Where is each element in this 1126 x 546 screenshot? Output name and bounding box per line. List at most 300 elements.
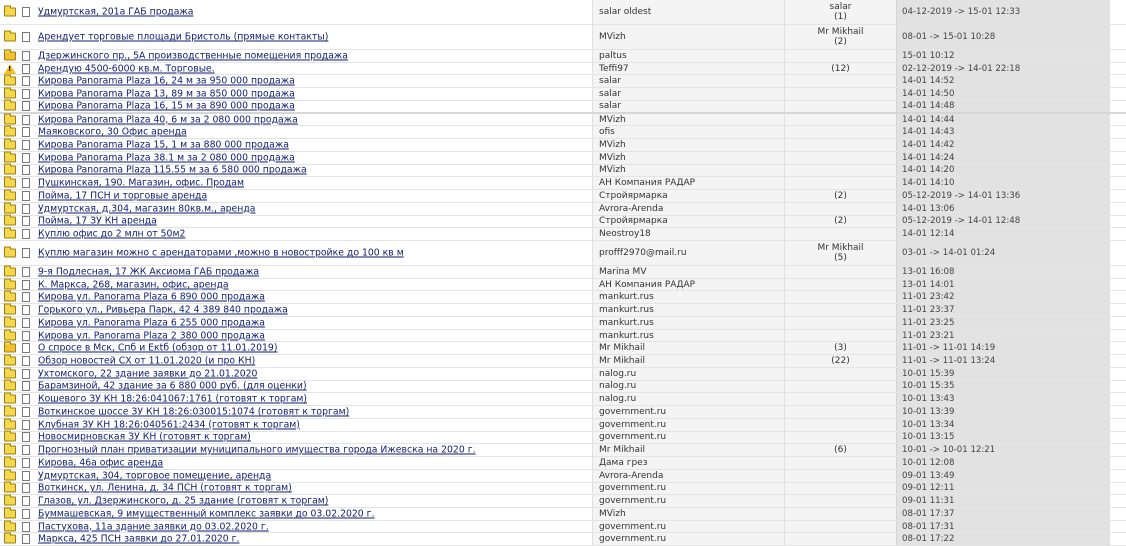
topic-row bbox=[0, 0, 1126, 25]
topic-replies-cell bbox=[784, 88, 896, 100]
topic-row bbox=[0, 203, 1126, 216]
topic-row bbox=[0, 190, 1126, 203]
topic-author-cell bbox=[592, 165, 784, 177]
topic-status-cell bbox=[0, 203, 36, 215]
topic-title-cell bbox=[36, 190, 592, 202]
topic-title-link[interactable]: О спросе в Мск, Спб и Екtб (обзор от 11.01.2019) bbox=[38, 342, 278, 354]
topic-replies-cell bbox=[784, 368, 896, 380]
topic-title-cell bbox=[36, 266, 592, 278]
topic-date-cell bbox=[896, 304, 1110, 316]
topic-row bbox=[0, 216, 1126, 229]
topic-replies-cell bbox=[784, 533, 896, 545]
row-end-spacer bbox=[1110, 25, 1126, 49]
topic-author: ofis bbox=[599, 127, 615, 138]
topic-replies-cell bbox=[784, 432, 896, 444]
topic-author: government.ru bbox=[599, 521, 667, 532]
document-icon bbox=[22, 216, 30, 226]
topic-row bbox=[0, 470, 1126, 483]
topic-replies-cell bbox=[784, 317, 896, 329]
topic-last-post-date: 10-01 15:39 bbox=[902, 368, 955, 379]
topic-author: government.ru bbox=[599, 534, 667, 545]
topic-title-cell bbox=[36, 470, 592, 482]
topic-last-post-date: 09-01 12:11 bbox=[902, 483, 955, 494]
topic-row bbox=[0, 317, 1126, 330]
topic-title-cell bbox=[36, 508, 592, 520]
topic-title-cell bbox=[36, 406, 592, 418]
topic-date-cell bbox=[896, 291, 1110, 303]
document-icon bbox=[22, 483, 30, 493]
topic-author-cell bbox=[592, 432, 784, 444]
topic-title-link[interactable]: Кирова Panorama Plaza 40, 6 м за 2 080 000 продажа bbox=[38, 114, 298, 126]
topic-last-post-date: 11-01 23:42 bbox=[902, 292, 955, 303]
topic-title-link[interactable]: Воткинск, ул. Ленина, д. 34 ПСН (готовят к торгам) bbox=[38, 482, 292, 494]
folder-icon bbox=[4, 497, 16, 506]
topic-date-cell bbox=[896, 75, 1110, 87]
topic-author: Стройярмарка bbox=[599, 216, 668, 227]
topic-title-cell bbox=[36, 101, 592, 112]
document-icon bbox=[22, 356, 30, 366]
document-icon bbox=[22, 165, 30, 175]
topic-title-link[interactable]: Горького ул., Ривьера Парк, 42 4 389 840 продажа bbox=[38, 304, 288, 316]
document-icon bbox=[22, 407, 30, 417]
folder-icon bbox=[4, 191, 16, 200]
document-icon bbox=[22, 420, 30, 430]
topic-author: salar bbox=[599, 76, 621, 87]
topic-replies-cell bbox=[784, 342, 896, 354]
topic-author: paltus bbox=[599, 50, 627, 61]
document-icon bbox=[22, 432, 30, 442]
topic-date-cell bbox=[896, 483, 1110, 495]
folder-icon bbox=[4, 433, 16, 442]
topic-last-post-date: 03-01 -> 14-01 01:24 bbox=[902, 248, 996, 259]
topic-author-cell bbox=[592, 483, 784, 495]
topic-row bbox=[0, 279, 1126, 292]
topic-status-cell bbox=[0, 177, 36, 189]
topic-title-link[interactable]: Кирова Panorama Plaza 15, 1 м за 880 000 продажа bbox=[38, 139, 289, 151]
topic-row bbox=[0, 291, 1126, 304]
topic-status-cell bbox=[0, 126, 36, 138]
topic-row bbox=[0, 406, 1126, 419]
topic-status-cell bbox=[0, 291, 36, 303]
row-end-spacer bbox=[1110, 50, 1126, 62]
topic-replies-cell bbox=[784, 0, 896, 24]
topic-replies: Mr Mikhail (2) bbox=[817, 27, 864, 47]
topic-row bbox=[0, 368, 1126, 381]
topic-title-link[interactable]: Пойма, 17 ПСН и торговые аренда bbox=[38, 190, 208, 202]
topic-title-link[interactable]: Кирова Panorama Plaza 16, 24 м за 950 000 продажа bbox=[38, 75, 295, 87]
topic-date-cell bbox=[896, 165, 1110, 177]
topic-author: government.ru bbox=[599, 432, 667, 443]
folder-icon bbox=[4, 141, 16, 150]
topic-status-cell bbox=[0, 393, 36, 405]
topic-author-cell bbox=[592, 266, 784, 278]
topic-replies-cell bbox=[784, 355, 896, 367]
row-end-spacer bbox=[1110, 190, 1126, 202]
topic-author: MVizh bbox=[599, 165, 626, 176]
topic-last-post-date: 14-01 12:14 bbox=[902, 229, 955, 240]
folder-icon bbox=[4, 217, 16, 226]
topic-date-cell bbox=[896, 0, 1110, 24]
row-end-spacer bbox=[1110, 88, 1126, 100]
topic-status-cell bbox=[0, 75, 36, 87]
topic-author-cell bbox=[592, 126, 784, 138]
topic-title-link[interactable]: Обзор новостей СХ от 11.01.2020 (и про КН) bbox=[38, 355, 256, 367]
topic-title-cell bbox=[36, 228, 592, 240]
topic-author-cell bbox=[592, 190, 784, 202]
topic-author-cell bbox=[592, 216, 784, 228]
topic-title-link[interactable]: Удмуртская, д.304, магазин 80кв.м., аренда bbox=[38, 203, 256, 215]
topic-title-link[interactable]: Арендует торговые площади Бристоль (прямые контакты) bbox=[38, 31, 329, 43]
topic-title-link[interactable]: Пастухова, 11а здание заявки до 03.02.2020 г. bbox=[38, 521, 269, 533]
folder-icon bbox=[4, 166, 16, 175]
topic-title-cell bbox=[36, 355, 592, 367]
folder-icon bbox=[4, 204, 16, 213]
topic-author-cell bbox=[592, 342, 784, 354]
folder-icon bbox=[4, 33, 16, 42]
topic-author-cell bbox=[592, 393, 784, 405]
topic-title-link[interactable]: Кирова Panorama Plaza 115.55 м за 6 580 000 продажа bbox=[38, 164, 307, 176]
topic-title-cell bbox=[36, 381, 592, 393]
topic-title-link[interactable]: Ухтомского, 22 здание заявки до 21.01.2020 bbox=[38, 368, 258, 380]
topic-author: АН Компания РАДАР bbox=[599, 178, 696, 189]
folder-icon bbox=[4, 509, 16, 518]
topic-title-link[interactable]: Глазов, ул. Дзержинского, д. 25 здание (готовят к торгам) bbox=[38, 495, 329, 507]
row-end-spacer bbox=[1110, 63, 1126, 75]
topic-status-cell bbox=[0, 139, 36, 151]
topic-title-cell bbox=[36, 75, 592, 87]
topic-row bbox=[0, 342, 1126, 355]
folder-icon bbox=[4, 471, 16, 480]
topic-replies: (2) bbox=[834, 216, 847, 227]
topic-replies: (2) bbox=[834, 190, 847, 201]
topic-title-link[interactable]: Удмуртская, 201а ГАБ продажа bbox=[38, 6, 194, 18]
topic-author: Mr Mikhail bbox=[599, 445, 646, 456]
topic-date-cell bbox=[896, 457, 1110, 469]
topic-title-link[interactable]: Куплю офис до 2 млн от 50м2 bbox=[38, 228, 186, 240]
topic-replies-cell bbox=[784, 304, 896, 316]
topic-author-cell bbox=[592, 279, 784, 291]
topic-last-post-date: 08-01 17:37 bbox=[902, 508, 955, 519]
topic-date-cell bbox=[896, 419, 1110, 431]
topic-date-cell bbox=[896, 216, 1110, 228]
topic-row bbox=[0, 126, 1126, 139]
topic-author-cell bbox=[592, 521, 784, 533]
row-end-spacer bbox=[1110, 203, 1126, 215]
topic-replies: Mr Mikhail (5) bbox=[817, 243, 864, 264]
topic-replies-cell bbox=[784, 190, 896, 202]
topic-row bbox=[0, 432, 1126, 445]
topic-replies-cell bbox=[784, 63, 896, 75]
topic-author-cell bbox=[592, 177, 784, 189]
folder-icon bbox=[4, 115, 16, 124]
row-end-spacer bbox=[1110, 419, 1126, 431]
row-end-spacer bbox=[1110, 470, 1126, 482]
topic-title-link[interactable]: Маркса, 425 ПСН заявки до 27.01.2020 г. bbox=[38, 533, 240, 545]
topic-author-cell bbox=[592, 317, 784, 329]
folder-icon bbox=[4, 102, 16, 111]
folder-icon bbox=[4, 407, 16, 416]
topic-title-cell bbox=[36, 393, 592, 405]
topic-title-link[interactable]: Маяковского, 30 Офис аренда bbox=[38, 126, 187, 138]
row-end-spacer bbox=[1110, 393, 1126, 405]
folder-icon bbox=[4, 293, 16, 302]
topic-author-cell bbox=[592, 381, 784, 393]
topic-replies: (22) bbox=[831, 356, 850, 367]
row-end-spacer bbox=[1110, 368, 1126, 380]
topic-title-link[interactable]: Буммашевская, 9 имущественный комплекс заявки до 03.02.2020 г. bbox=[38, 508, 375, 520]
topic-author-cell bbox=[592, 241, 784, 265]
topic-title-link[interactable]: Прогнозный план приватизации муниципального имущества города Ижевска на 2020 г. bbox=[38, 444, 476, 456]
folder-icon bbox=[4, 446, 16, 455]
topic-last-post-date: 10-01 12:08 bbox=[902, 457, 955, 468]
topic-title-link[interactable]: Новосмирновская ЗУ КН (готовят к торгам) bbox=[38, 431, 251, 443]
row-end-spacer bbox=[1110, 483, 1126, 495]
row-end-spacer bbox=[1110, 152, 1126, 164]
row-end-spacer bbox=[1110, 304, 1126, 316]
topic-title-link[interactable]: Воткинское шоссе ЗУ КН 18:26:030015:1074 (готовят к торгам) bbox=[38, 406, 350, 418]
topic-replies-cell bbox=[784, 241, 896, 265]
topic-last-post-date: 14-01 14:48 bbox=[902, 101, 955, 112]
topic-replies-cell bbox=[784, 330, 896, 342]
topic-author: government.ru bbox=[599, 496, 667, 507]
topic-title-link[interactable]: Арендую 4500-6000 кв.м. Торговые. bbox=[38, 63, 215, 75]
topic-author-cell bbox=[592, 50, 784, 62]
topic-author-cell bbox=[592, 330, 784, 342]
topic-title-cell bbox=[36, 457, 592, 469]
topic-replies-cell bbox=[784, 177, 896, 189]
topic-title-link[interactable]: Кирова Panorama Plaza 13, 89 м за 850 000 продажа bbox=[38, 88, 295, 100]
topic-date-cell bbox=[896, 368, 1110, 380]
document-icon bbox=[22, 153, 30, 163]
topic-replies-cell bbox=[784, 495, 896, 507]
topic-author-cell bbox=[592, 533, 784, 545]
topic-status-cell bbox=[0, 241, 36, 265]
topic-title-link[interactable]: Пушкинская, 190. Магазин, офис. Продам bbox=[38, 177, 245, 189]
document-icon bbox=[22, 305, 30, 315]
topic-status-cell bbox=[0, 330, 36, 342]
topic-last-post-date: 15-01 10:12 bbox=[902, 50, 955, 61]
topic-last-post-date: 14-01 14:44 bbox=[902, 114, 955, 125]
topic-row bbox=[0, 228, 1126, 241]
topic-date-cell bbox=[896, 88, 1110, 100]
topic-row bbox=[0, 457, 1126, 470]
topic-row bbox=[0, 355, 1126, 368]
topic-replies-cell bbox=[784, 216, 896, 228]
topic-title-cell bbox=[36, 165, 592, 177]
row-end-spacer bbox=[1110, 241, 1126, 265]
topic-row bbox=[0, 88, 1126, 101]
topic-author: government.ru bbox=[599, 419, 667, 430]
topic-status-cell bbox=[0, 342, 36, 354]
topic-date-cell bbox=[896, 63, 1110, 75]
topic-author-cell bbox=[592, 368, 784, 380]
row-end-spacer bbox=[1110, 330, 1126, 342]
topic-title-link[interactable]: Кирова Panorama Plaza 16, 15 м за 890 000 продажа bbox=[38, 100, 295, 112]
topic-author-cell bbox=[592, 495, 784, 507]
topic-last-post-date: 14-01 14:52 bbox=[902, 76, 955, 87]
topic-date-cell bbox=[896, 317, 1110, 329]
row-end-spacer bbox=[1110, 101, 1126, 112]
topic-title-link[interactable]: Дзержинского пр., 5А производственные помещения продажа bbox=[38, 50, 348, 62]
topic-title-cell bbox=[36, 279, 592, 291]
topic-title-cell bbox=[36, 126, 592, 138]
topic-author: Marina MV bbox=[599, 266, 647, 277]
folder-icon bbox=[4, 369, 16, 378]
document-icon bbox=[22, 115, 30, 125]
topic-replies-cell bbox=[784, 152, 896, 164]
topic-title-link[interactable]: Кирова ул. Panorama Plaza 2 380 000 продажа bbox=[38, 330, 265, 342]
topic-last-post-date: 05-12-2019 -> 14-01 12:48 bbox=[902, 216, 1021, 227]
topic-last-post-date: 14-01 14:42 bbox=[902, 140, 955, 150]
row-end-spacer bbox=[1110, 521, 1126, 533]
document-icon bbox=[22, 280, 30, 290]
topic-row bbox=[0, 483, 1126, 496]
topic-title-cell bbox=[36, 177, 592, 189]
topic-title-link[interactable]: Клубная ЗУ КН 18:26:040561:2434 (готовят к торгам) bbox=[38, 419, 300, 431]
topic-date-cell bbox=[896, 432, 1110, 444]
topic-title-link[interactable]: Кирова Panorama Plaza 38.1 м за 2 080 000 продажа bbox=[38, 152, 295, 164]
topic-status-cell bbox=[0, 368, 36, 380]
topic-title-link[interactable]: Удмуртская, 304, торговое помещение, аренда bbox=[38, 470, 272, 482]
topic-title-link[interactable]: Барамзиной, 42 здание за 6 880 000 руб. (для оценки) bbox=[38, 380, 307, 392]
topic-author: Avrora-Arenda bbox=[599, 203, 664, 214]
topic-replies-cell bbox=[784, 165, 896, 177]
topic-author: salar bbox=[599, 89, 621, 100]
topic-replies-cell bbox=[784, 457, 896, 469]
row-end-spacer bbox=[1110, 266, 1126, 278]
document-icon bbox=[22, 204, 30, 214]
topic-date-cell bbox=[896, 444, 1110, 456]
topic-title-link[interactable]: Куплю магазин можно с арендаторами ,можно в новостройке до 100 кв м bbox=[38, 247, 404, 259]
topic-title-cell bbox=[36, 241, 592, 265]
topic-date-cell bbox=[896, 25, 1110, 49]
topic-title-link[interactable]: 9-я Подлесная, 17 ЖК Аксиома ГАБ продажа bbox=[38, 266, 260, 278]
topic-status-cell bbox=[0, 406, 36, 418]
topic-title-link[interactable]: Пойма, 17 ЗУ КН аренда bbox=[38, 215, 157, 227]
topic-author-cell bbox=[592, 152, 784, 164]
topic-replies-cell bbox=[784, 279, 896, 291]
row-end-spacer bbox=[1110, 317, 1126, 329]
topic-last-post-date: 09-01 11:31 bbox=[902, 496, 955, 507]
topic-date-cell bbox=[896, 177, 1110, 189]
topic-last-post-date: 10-01 -> 10-01 12:21 bbox=[902, 445, 996, 456]
topic-status-cell bbox=[0, 355, 36, 367]
folder-icon bbox=[4, 153, 16, 162]
topic-author: mankurt.rus bbox=[599, 330, 654, 341]
document-icon bbox=[22, 140, 30, 150]
document-icon bbox=[22, 267, 30, 277]
topic-author: Teffi97 bbox=[599, 63, 629, 74]
topic-last-post-date: 11-01 23:25 bbox=[902, 317, 955, 328]
topic-author: salar oldest bbox=[599, 7, 652, 17]
topic-row bbox=[0, 63, 1126, 76]
topic-author-cell bbox=[592, 304, 784, 316]
topic-last-post-date: 14-01 14:10 bbox=[902, 178, 955, 189]
topic-date-cell bbox=[896, 521, 1110, 533]
topic-row bbox=[0, 508, 1126, 521]
topic-last-post-date: 10-01 13:39 bbox=[902, 406, 955, 417]
topic-title-cell bbox=[36, 0, 592, 24]
topic-last-post-date: 14-01 14:50 bbox=[902, 89, 955, 100]
topic-last-post-date: 08-01 17:22 bbox=[902, 534, 955, 545]
topic-status-cell bbox=[0, 304, 36, 316]
topic-date-cell bbox=[896, 203, 1110, 215]
topic-author-cell bbox=[592, 508, 784, 520]
topic-title-link[interactable]: Кирова ул. Panorama Plaza 6 255 000 продажа bbox=[38, 317, 265, 329]
topic-replies: (12) bbox=[831, 63, 850, 74]
folder-icon bbox=[4, 484, 16, 493]
hot-folder-icon bbox=[4, 344, 16, 353]
topic-title-link[interactable]: Кирова, 46а офис аренда bbox=[38, 457, 164, 469]
topic-author-cell bbox=[592, 419, 784, 431]
document-icon bbox=[22, 381, 30, 391]
topic-title-cell bbox=[36, 139, 592, 151]
topic-row bbox=[0, 25, 1126, 50]
topic-row bbox=[0, 114, 1126, 127]
topic-title-link[interactable]: Кошевого ЗУ КН 18:26:041067:1761 (готовят к торгам) bbox=[38, 393, 308, 405]
warning-icon bbox=[4, 64, 16, 74]
document-icon bbox=[22, 32, 30, 42]
topic-status-cell bbox=[0, 444, 36, 456]
topic-last-post-date: 04-12-2019 -> 15-01 12:33 bbox=[902, 7, 1021, 17]
topic-title-link[interactable]: Кирова ул. Panorama Plaza 6 890 000 продажа bbox=[38, 291, 265, 303]
topic-author: АН Компания РАДАР bbox=[599, 279, 696, 290]
topic-date-cell bbox=[896, 139, 1110, 151]
topic-last-post-date: 10-01 13:34 bbox=[902, 419, 955, 430]
topic-title-cell bbox=[36, 533, 592, 545]
topic-author: nalog.ru bbox=[599, 394, 637, 405]
document-icon bbox=[22, 331, 30, 341]
topic-date-cell bbox=[896, 330, 1110, 342]
topic-title-cell bbox=[36, 368, 592, 380]
topic-title-cell bbox=[36, 419, 592, 431]
folder-icon bbox=[4, 230, 16, 239]
topic-replies-cell bbox=[784, 101, 896, 112]
topic-status-cell bbox=[0, 533, 36, 545]
topic-replies-cell bbox=[784, 228, 896, 240]
topic-status-cell bbox=[0, 228, 36, 240]
folder-icon bbox=[4, 306, 16, 315]
topic-replies-cell bbox=[784, 266, 896, 278]
topic-status-cell bbox=[0, 165, 36, 177]
topic-date-cell bbox=[896, 381, 1110, 393]
topic-replies-cell bbox=[784, 508, 896, 520]
topic-replies-cell bbox=[784, 126, 896, 138]
topic-author: MVizh bbox=[599, 152, 626, 163]
topic-status-cell bbox=[0, 508, 36, 520]
row-end-spacer bbox=[1110, 0, 1126, 24]
topic-status-cell bbox=[0, 432, 36, 444]
topic-date-cell bbox=[896, 190, 1110, 202]
topic-date-cell bbox=[896, 101, 1110, 112]
document-icon bbox=[22, 522, 30, 532]
topic-last-post-date: 11-01 23:21 bbox=[902, 330, 955, 341]
topic-title-cell bbox=[36, 342, 592, 354]
row-end-spacer bbox=[1110, 114, 1126, 126]
folder-icon bbox=[4, 179, 16, 188]
topic-replies-cell bbox=[784, 393, 896, 405]
document-icon bbox=[22, 509, 30, 519]
topic-replies-cell bbox=[784, 521, 896, 533]
folder-icon bbox=[4, 458, 16, 467]
topic-date-cell bbox=[896, 355, 1110, 367]
row-end-spacer bbox=[1110, 291, 1126, 303]
topic-status-cell bbox=[0, 495, 36, 507]
topic-title-link[interactable]: К. Маркса, 268, магазин, офис, аренда bbox=[38, 279, 229, 291]
topic-title-cell bbox=[36, 330, 592, 342]
topic-last-post-date: 09-01 13:49 bbox=[902, 470, 955, 481]
folder-icon bbox=[4, 249, 16, 258]
